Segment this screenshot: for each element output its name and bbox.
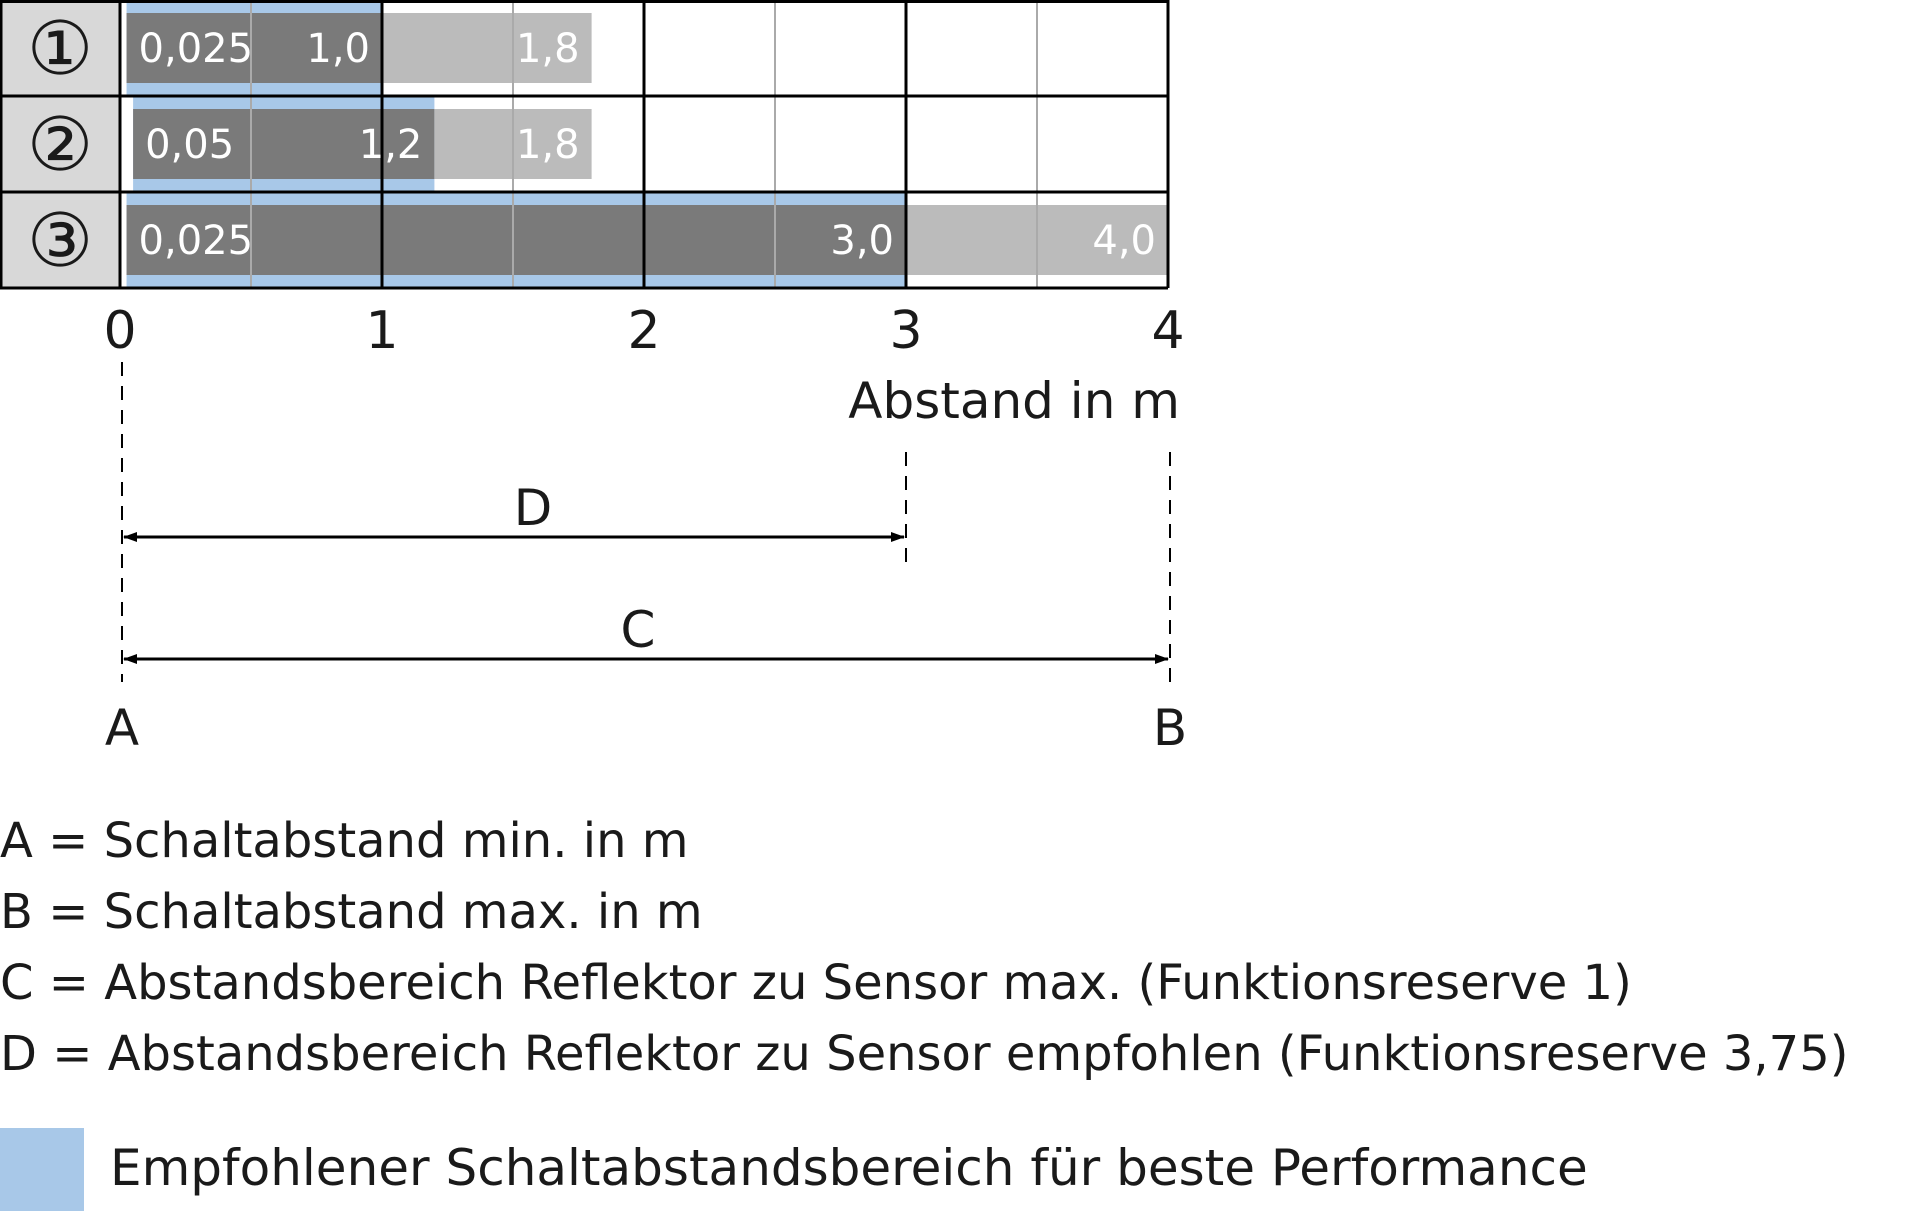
legend [0,806,1848,1090]
x-tick-label: 3 [889,301,923,361]
x-tick-label: 1 [365,301,399,361]
legend-a: A = Schaltabstand min. in m [0,813,689,869]
x-tick-label: 4 [1151,301,1185,361]
max-value-label: 1,8 [515,26,580,72]
recommended-value-label: 1,0 [306,26,370,72]
recommended-value-label: 1,2 [358,122,423,168]
start-value-label: 0,025 [138,218,254,264]
annotation-b: B [1152,699,1188,757]
x-tick-label: 0 [103,301,137,361]
start-value-label: 0,025 [138,26,254,72]
legend-b: B = Schaltabstand max. in m [0,884,703,940]
row-label: ② [26,102,94,188]
recommended-value-label: 3,0 [830,218,894,264]
legend-d: D = Abstandsbereich Reflektor zu Sensor empfohlen (Funktionsreserve 3,75) [0,1026,1849,1082]
row-label: ① [26,6,94,92]
annotation-d: D [513,479,553,537]
row-label: ③ [26,198,94,284]
recommended-range-label: Empfohlener Schaltabstandsbereich für beste Performance [110,1139,1588,1197]
max-value-label: 4,0 [1092,218,1156,264]
legend-c: C = Abstandsbereich Reflektor zu Sensor max. (Funktionsreserve 1) [0,955,1632,1011]
x-axis-label: Abstand in m [848,372,1180,430]
annotation-c: C [620,601,656,659]
start-value-label: 0,05 [145,122,235,168]
x-tick-label: 2 [627,301,661,361]
recommended-range-swatch [0,1128,84,1211]
annotation-a: A [104,699,140,757]
max-value-label: 1,8 [515,122,580,168]
